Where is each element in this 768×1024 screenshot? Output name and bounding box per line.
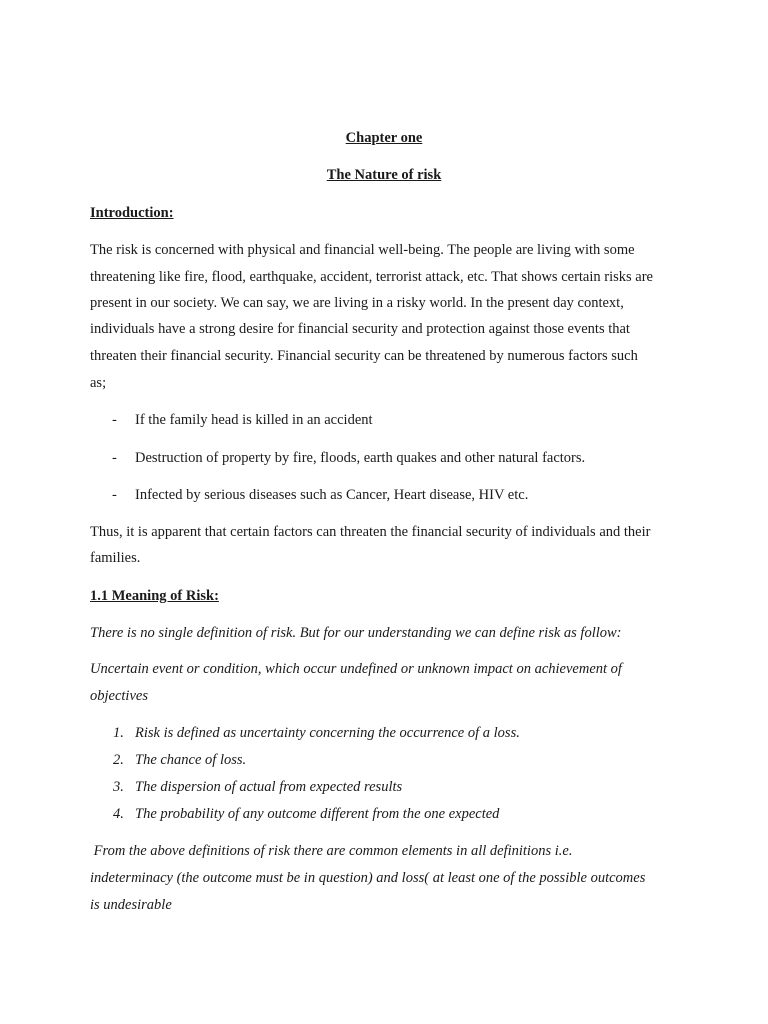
- list-item: The probability of any outcome different from the one expected: [135, 806, 500, 822]
- list-item: Risk is defined as uncertainty concerning the occurrence of a loss.: [135, 725, 520, 741]
- bullet-item: Infected by serious diseases such as Cancer, Heart disease, HIV etc.: [135, 487, 529, 503]
- page-title: The Nature of risk: [326, 167, 442, 183]
- intro-paragraph-line: The risk is concerned with physical and financial well-being. The people are living with some: [90, 242, 635, 258]
- closing-line: indeterminacy (the outcome must be in question) and loss( at least one of the possible outcomes: [90, 870, 646, 886]
- introduction-heading: Introduction:: [90, 205, 174, 221]
- list-item: The dispersion of actual from expected results: [135, 779, 403, 795]
- conclusion-line: families.: [90, 550, 141, 566]
- section-heading-meaning-of-risk: 1.1 Meaning of Risk:: [90, 588, 219, 604]
- definition-line: Uncertain event or condition, which occur undefined or unknown impact on achievement of: [90, 661, 622, 677]
- definition-line: objectives: [90, 688, 148, 704]
- bullet-marker: -: [112, 487, 117, 503]
- bullet-marker: -: [112, 450, 117, 466]
- intro-paragraph-line: individuals have a strong desire for financial security and protection against those events that: [90, 321, 630, 337]
- closing-line: From the above definitions of risk there are common elements in all definitions i.e.: [90, 843, 573, 859]
- intro-paragraph-line: present in our society. We can say, we are living in a risky world. In the present day context,: [90, 295, 624, 311]
- intro-paragraph-line: threaten their financial security. Financial security can be threatened by numerous factors such: [90, 348, 638, 364]
- list-number: 4.: [113, 806, 124, 822]
- conclusion-line: Thus, it is apparent that certain factors can threaten the financial security of individuals and their: [90, 524, 651, 540]
- list-number: 1.: [113, 725, 124, 741]
- bullet-marker: -: [112, 412, 117, 428]
- list-number: 2.: [113, 752, 124, 768]
- bullet-item: Destruction of property by fire, floods, earth quakes and other natural factors.: [135, 450, 586, 466]
- bullet-item: If the family head is killed in an accident: [135, 412, 373, 428]
- intro-paragraph-line: as;: [90, 375, 107, 391]
- definition-intro: There is no single definition of risk. But for our understanding we can define risk as follow:: [90, 625, 622, 641]
- closing-line: is undesirable: [90, 897, 172, 913]
- intro-paragraph-line: threatening like fire, flood, earthquake, accident, terrorist attack, etc. That shows certain risks are: [90, 269, 653, 285]
- chapter-label: Chapter one: [345, 130, 423, 146]
- list-number: 3.: [113, 779, 124, 795]
- list-item: The chance of loss.: [135, 752, 247, 768]
